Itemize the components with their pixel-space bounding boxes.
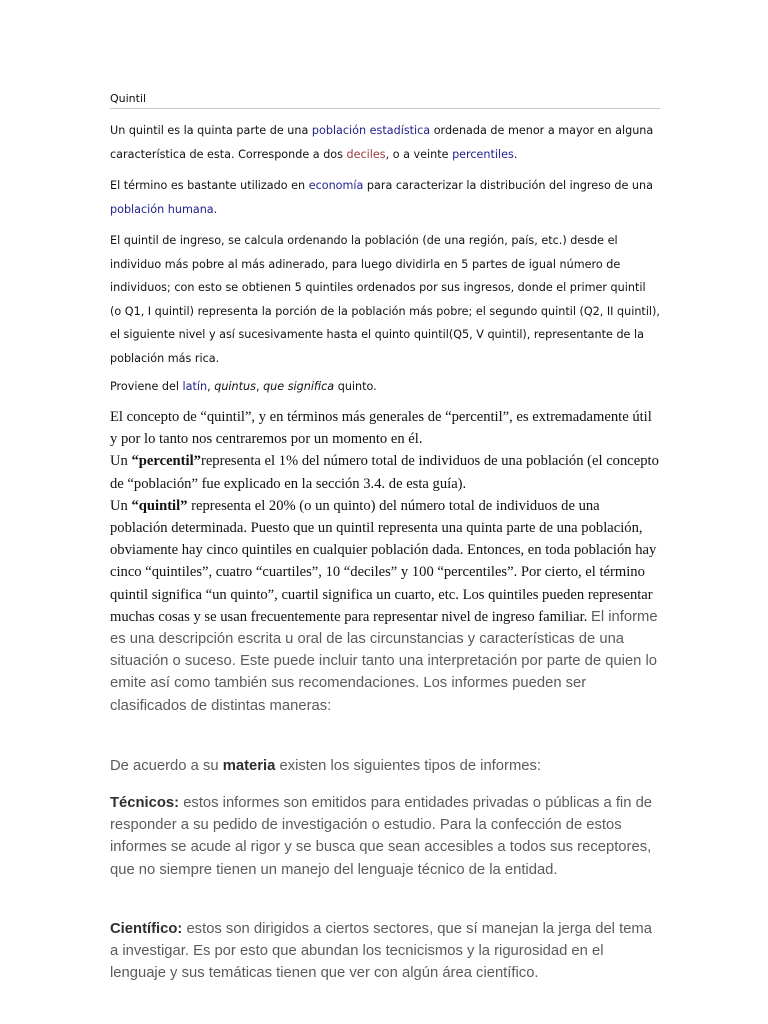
paragraph-percentil	[110, 450, 660, 494]
text: .	[513, 147, 518, 161]
text: estos informes son emitidos para entidades privadas o públicas a fin de responder a su pedido de investigación o estudio. Para la confección de estos informes se acude al rigor y se busca que sean accesibles a todos sus receptores, que no siempre tienen un manejo del lenguaje técnico de la entidad.	[110, 795, 653, 878]
paragraph-concepto: El concepto de “quintil”, y en términos más generales de “percentil”, es extremadamente útil y por lo tanto nos centraremos por un momento en él.	[110, 409, 652, 448]
text: estos son dirigidos a ciertos sectores, que sí manejan la jerga del tema a investigar. Es por esto que abundan los tecnicismos y la rigurosidad en el lenguaje y sus temáticas tienen que ver con algún área científico.	[110, 921, 652, 982]
bold-term: Técnicos:	[110, 795, 180, 811]
text-informe: El informe es una descripción escrita u oral de las circunstancias y características de una situación o suceso. Este puede incluir tanto una interpretación por parte de quien lo emite así como también sus recomendaciones. Los informes pueden ser clasificados de distintas maneras:	[110, 608, 658, 714]
wiki-section-3	[110, 229, 660, 370]
text: Un	[110, 497, 132, 514]
text: , o a veinte	[385, 147, 453, 161]
italic-text: que significa	[263, 380, 335, 393]
bold-term: “percentil”	[131, 453, 201, 470]
paragraph-cientifico	[110, 918, 660, 985]
text: para caracterizar la distribución del ingreso de una	[363, 179, 653, 192]
link-poblacion-humana[interactable]: población humana	[110, 202, 214, 216]
bold-term: “quintil”	[131, 497, 188, 514]
text: El término es bastante utilizado en	[110, 179, 309, 192]
text: ,	[255, 380, 264, 393]
paragraph-etimologia	[110, 375, 660, 399]
sans-section-2	[110, 792, 660, 881]
bold-term: materia	[222, 758, 276, 774]
bold-term: Científico:	[110, 921, 183, 937]
wiki-section-4	[110, 375, 660, 399]
text: representa el 20% (o un quinto) del número total de individuos de una población determinada. Puesto que un quintil representa una quinta parte de una población, obviamente hay cinco quintiles en cualquier población dada. Entonces, en toda población hay cinco “quintiles”, cuatro “cuartiles”, 10 “deciles” y 100 “percentiles”. Por cierto, el término quintil significa “un quinto”, cuartil significa un cuarto, etc. Los quintiles pueden representar muchas cosas y se usan frecuentemente para representar nivel de ingreso familiar.	[110, 497, 657, 625]
text: representa el 1% del número total de individuos de una población (el concepto de “población” fue explicado en la sección 3.4. de esta guía).	[110, 453, 659, 492]
paragraph-tecnicos	[110, 792, 660, 881]
text: .	[213, 202, 218, 216]
wiki-section	[110, 119, 660, 166]
text: existen los siguientes tipos de informes:	[275, 758, 542, 774]
document-title: Quintil	[110, 92, 660, 109]
serif-section	[110, 406, 660, 717]
paragraph-quintil	[110, 495, 660, 717]
sans-section-3	[110, 918, 660, 985]
text: Un	[110, 453, 132, 470]
text: ,	[207, 380, 215, 393]
paragraph-definition	[110, 119, 660, 166]
text: quinto.	[334, 380, 377, 393]
link-poblacion-estadistica[interactable]: población estadística	[311, 124, 431, 137]
text: De acuerdo a su	[110, 758, 223, 774]
text: Un quintil es la quinta parte de una	[110, 124, 312, 137]
wiki-section-2	[110, 174, 660, 221]
sans-section	[110, 755, 660, 777]
paragraph-quintil-ingreso: El quintil de ingreso, se calcula ordenando la población (de una región, país, etc.) desde el individuo más pobre al más adinerado, para luego dividirla en 5 partes de igual número de individuos; con esto se obtienen 5 quintiles ordenados por sus ingresos, donde el primer quintil (o Q1, I quintil) representa la porción de la población más pobre; el segundo quintil (Q2, II quintil), el siguiente nivel y así sucesivamente hasta el quinto quintil(Q5, V quintil), representante de la población más rica.	[110, 234, 660, 365]
text: ordenada de menor a mayor en alguna característica de esta. Corresponde a dos	[110, 124, 654, 161]
link-latin[interactable]: latín	[182, 380, 208, 393]
link-percentiles[interactable]: percentiles	[452, 147, 514, 161]
italic-text: quintus	[214, 380, 256, 393]
paragraph-materia	[110, 755, 660, 777]
link-economia[interactable]: economía	[308, 179, 364, 192]
paragraph-economia	[110, 174, 660, 221]
link-deciles[interactable]: deciles	[346, 147, 386, 161]
text: Proviene del	[110, 380, 183, 393]
